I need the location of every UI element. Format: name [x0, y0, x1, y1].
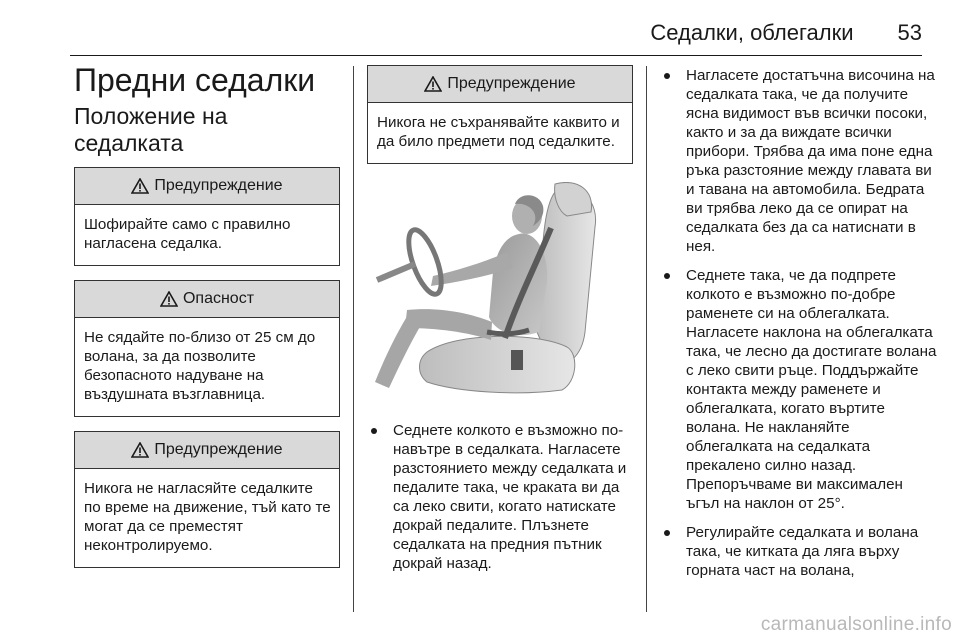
box-heading: Предупреждение	[154, 441, 283, 458]
warning-box	[74, 167, 340, 266]
column-1	[74, 62, 340, 582]
watermark: carmanualsonline.info	[760, 614, 952, 635]
warning-triangle-icon	[424, 76, 442, 92]
box-text: Никога не нагласяйте седалките по време на движение, тъй като те могат да се преместят неконтролируемо.	[84, 480, 331, 554]
seated-driver-illustration	[367, 182, 633, 404]
box-text: Не сядайте по-близо от 25 см до волана, за да позволите безопасното надуване на въздушната възглавница.	[84, 329, 316, 403]
danger-box	[74, 280, 340, 417]
list-item: Нагласете достатъчна височина на седалката така, че да получите ясна видимост във всички посоки, както и за да виждате всички прибори. Трябва да има поне една ръка разстояние между главата ви и тавана на автомобила. Бедрата ви трябва леко да се опират на седалката без да са натиснати в нея.	[660, 66, 940, 256]
box-heading: Предупреждение	[154, 177, 283, 194]
header-rule	[70, 55, 922, 56]
box-text: Шофирайте само с правилно нагласена седалка.	[84, 216, 291, 252]
column-divider	[353, 66, 354, 612]
list-item: Седнете така, че да подпрете колкото е възможно по-добре раменете си на облегалката. Нагласете наклона на облегалката така, че лесно да достигате волана с леко свити ръце. Поддържайте контакта между раменете и облегалката, когато въртите волана. Не накланяйте облегалката на седалката прекалено силно назад. Препоръчваме ви максимален ъгъл на наклон от 25°.	[660, 266, 940, 513]
warning-triangle-icon	[131, 178, 149, 194]
section-title: Седалки, облегалки	[650, 20, 854, 45]
page-number: 53	[897, 20, 922, 45]
warning-triangle-icon	[131, 442, 149, 458]
section-subtitle: Положение на седалката	[74, 103, 228, 156]
list-item: Седнете колкото е възможно по-навътре в седалката. Нагласете разстоянието между седалката и педалите така, че краката ви да са леко свити, когато натискате докрай педалите. Плъзнете седалката на предния пътник докрай назад.	[367, 421, 633, 573]
list-item: Регулирайте седалката и волана така, че китката да ляга върху горната част на волана,	[660, 523, 940, 580]
box-text: Никога не съхранявайте каквито и да било предмети под седалките.	[377, 114, 620, 150]
box-heading: Опасност	[182, 290, 255, 307]
column-divider	[646, 66, 647, 612]
column-3	[660, 66, 940, 590]
page-header	[70, 20, 922, 46]
box-heading: Предупреждение	[447, 75, 576, 92]
warning-triangle-icon	[160, 291, 178, 307]
column-2	[367, 62, 633, 583]
page-title: Предни седалки	[74, 62, 316, 98]
warning-box	[367, 65, 633, 164]
warning-box	[74, 431, 340, 568]
